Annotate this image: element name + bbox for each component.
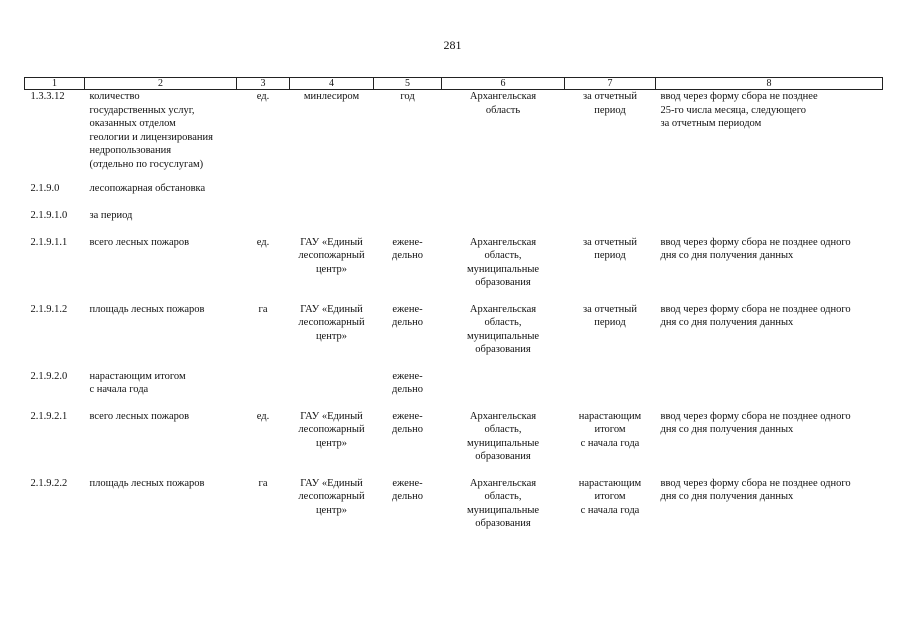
row-name: количество государственных услуг, оказанных отделом геологии и лицензирования недропользования (отдельно по госуслугам) bbox=[89, 91, 213, 170]
header-cell-1: 1 bbox=[25, 78, 85, 90]
row-period bbox=[374, 182, 442, 209]
row-unit: ед. bbox=[256, 91, 270, 102]
row-period bbox=[374, 209, 442, 236]
row-unit: ед. bbox=[256, 410, 270, 422]
row-reporting bbox=[565, 182, 656, 209]
row-method: ввод через форму сбора не позднее одного дня со дня получения данных bbox=[660, 410, 851, 435]
page-number: 281 bbox=[443, 38, 462, 52]
row-reporting bbox=[565, 370, 656, 410]
row-code: 2.1.9.1.2 bbox=[30, 303, 68, 315]
header-cell-7: 7 bbox=[565, 78, 656, 90]
row-territory: Архангельская область, муниципальные образования bbox=[466, 303, 540, 355]
row-period: еженe- дельно bbox=[392, 410, 423, 435]
row-method: ввод через форму сбора не позднее одного дня со дня получения данных bbox=[660, 303, 851, 328]
row-period: еженe- дельно bbox=[392, 303, 423, 328]
row-unit: га bbox=[258, 477, 268, 489]
row-name: площадь лесных пожаров bbox=[89, 303, 205, 315]
header-cell-2: 2 bbox=[85, 78, 237, 90]
row-source bbox=[290, 370, 374, 410]
row-name: всего лесных пожаров bbox=[89, 236, 190, 248]
table-row bbox=[25, 90, 883, 182]
row-method bbox=[656, 182, 883, 209]
row-period: еженe- дельно bbox=[392, 477, 423, 502]
row-territory: Архангельская область, муниципальные образования bbox=[466, 236, 540, 288]
row-method bbox=[656, 209, 883, 236]
row-unit bbox=[237, 370, 290, 410]
row-method: ввод через форму сбора не позднее одного дня со дня получения данных bbox=[660, 236, 851, 261]
row-name: нарастающим итогом с начала года bbox=[89, 370, 186, 395]
row-code: 2.1.9.2.2 bbox=[30, 477, 68, 489]
table-row bbox=[25, 303, 883, 370]
table-row bbox=[25, 182, 883, 209]
indicator-table bbox=[24, 77, 883, 537]
row-source: ГАУ «Единый лесопожарный центр» bbox=[298, 477, 365, 516]
row-source: ГАУ «Единый лесопожарный центр» bbox=[298, 410, 365, 449]
row-period: еженe- дельно bbox=[392, 370, 423, 395]
row-reporting: за отчетный период bbox=[583, 303, 637, 328]
row-territory: Архангельская область bbox=[469, 91, 537, 116]
row-code: 2.1.9.2.1 bbox=[30, 410, 68, 422]
row-code: 1.3.3.12 bbox=[30, 91, 65, 102]
row-method bbox=[656, 370, 883, 410]
row-territory bbox=[442, 209, 565, 236]
header-cell-4: 4 bbox=[290, 78, 374, 90]
row-source bbox=[290, 209, 374, 236]
row-unit: ед. bbox=[256, 236, 270, 248]
row-unit bbox=[237, 182, 290, 209]
row-method: ввод через форму сбора не позднее 25-го числа месяца, следующего за отчетным периодом bbox=[660, 91, 818, 129]
row-source: ГАУ «Единый лесопожарный центр» bbox=[298, 303, 365, 342]
table-row bbox=[25, 209, 883, 236]
row-period: год bbox=[400, 91, 415, 102]
table-row bbox=[25, 477, 883, 537]
row-method: ввод через форму сбора не позднее одного дня со дня получения данных bbox=[660, 477, 851, 502]
table-row bbox=[25, 410, 883, 477]
row-code: 2.1.9.1.1 bbox=[30, 236, 68, 248]
row-territory: Архангельская область, муниципальные образования bbox=[466, 477, 540, 529]
row-code: 2.1.9.1.0 bbox=[30, 209, 68, 221]
header-row bbox=[25, 78, 883, 90]
row-code: 2.1.9.0 bbox=[30, 182, 60, 194]
table-row bbox=[25, 370, 883, 410]
header-cell-8: 8 bbox=[656, 78, 883, 90]
row-name: лесопожарная обстановка bbox=[89, 182, 206, 194]
row-source bbox=[290, 182, 374, 209]
header-cell-5: 5 bbox=[374, 78, 442, 90]
row-name: всего лесных пожаров bbox=[89, 410, 190, 422]
header-cell-3: 3 bbox=[237, 78, 290, 90]
row-name: за период bbox=[89, 209, 133, 221]
row-source: минлесиром bbox=[303, 91, 360, 102]
row-reporting: нарастающим итогом с начала года bbox=[578, 477, 642, 516]
row-unit: га bbox=[258, 303, 268, 315]
row-reporting: нарастающим итогом с начала года bbox=[578, 410, 642, 449]
row-reporting: за отчетный период bbox=[583, 236, 637, 261]
header-cell-6: 6 bbox=[442, 78, 565, 90]
row-territory: Архангельская область, муниципальные образования bbox=[466, 410, 540, 462]
row-name: площадь лесных пожаров bbox=[89, 477, 205, 489]
row-unit bbox=[237, 209, 290, 236]
table-row bbox=[25, 236, 883, 303]
row-code: 2.1.9.2.0 bbox=[30, 370, 68, 382]
row-period: еженe- дельно bbox=[392, 236, 423, 261]
row-territory bbox=[442, 370, 565, 410]
row-territory bbox=[442, 182, 565, 209]
row-reporting bbox=[565, 209, 656, 236]
row-source: ГАУ «Единый лесопожарный центр» bbox=[298, 236, 365, 275]
row-reporting: за отчетный период bbox=[583, 91, 637, 116]
